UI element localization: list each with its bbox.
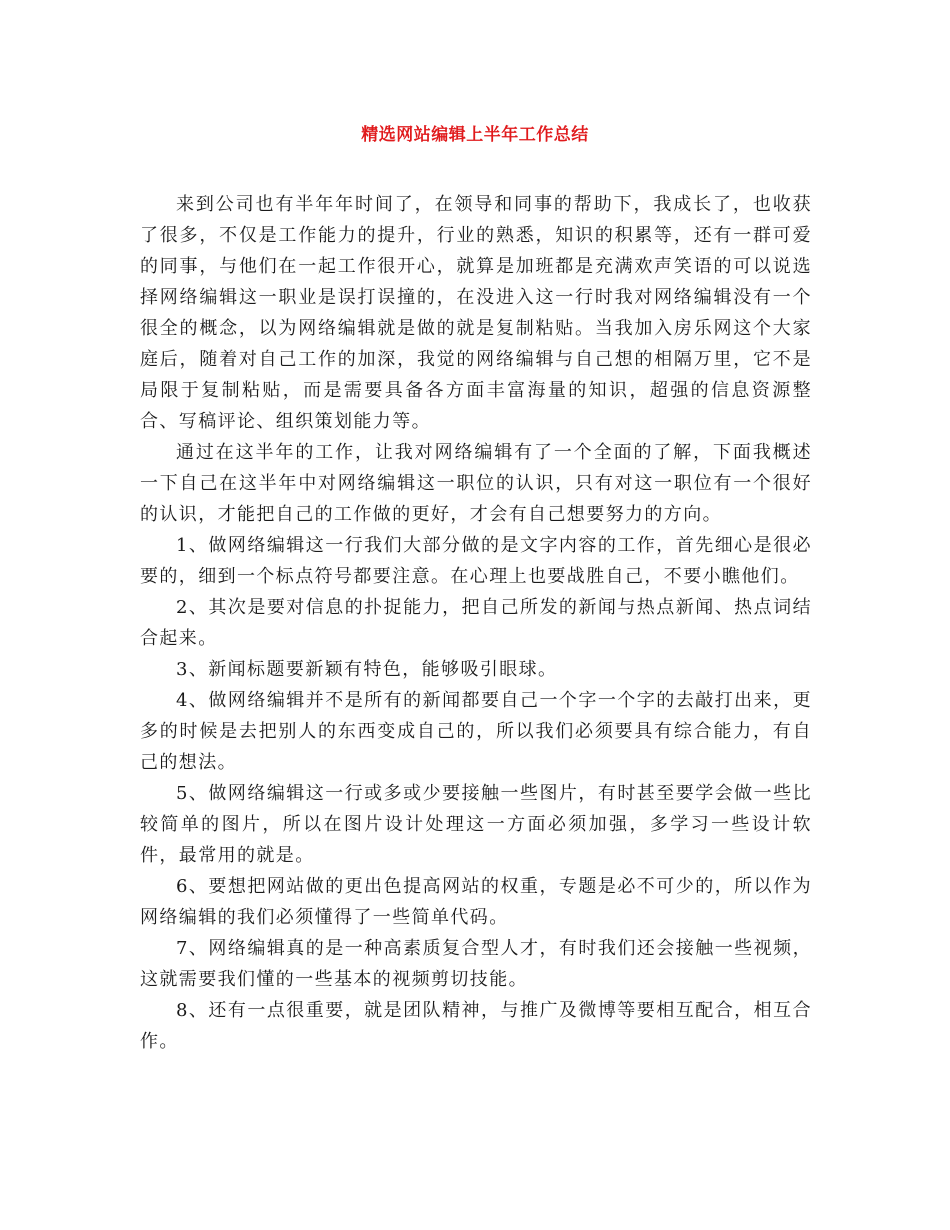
paragraph-point-1: 1、做网络编辑这一行我们大部分做的是文字内容的工作，首先细心是很必要的，细到一个标点符号都要注意。在心理上也要战胜自己，不要小瞧他们。 [140,535,812,587]
paragraph-point-6: 6、要想把网站做的更出色提高网站的权重，专题是必不可少的，所以作为网络编辑的我们必须懂得了一些简单代码。 [140,876,812,928]
paragraph-point-8: 8、还有一点很重要，就是团队精神，与推广及微博等要相互配合，相互合作。 [140,1000,812,1052]
paragraph-point-4: 4、做网络编辑并不是所有的新闻都要自己一个字一个字的去敲打出来，更多的时候是去把别人的东西变成自己的，所以我们必须要具有综合能力，有自己的想法。 [140,690,812,773]
paragraph-point-2: 2、其次是要对信息的扑捉能力，把自己所发的新闻与热点新闻、热点词结合起来。 [140,597,812,649]
paragraph-point-5: 5、做网络编辑这一行或多或少要接触一些图片，有时甚至要学会做一些比较简单的图片，所以在图片设计处理这一方面必须加强，多学习一些设计软件，最常用的就是。 [140,783,812,866]
paragraph-point-7: 7、网络编辑真的是一种高素质复合型人才，有时我们还会接触一些视频，这就需要我们懂的一些基本的视频剪切技能。 [140,938,812,990]
document-body [140,189,812,1057]
paragraph-intro: 来到公司也有半年年时间了，在领导和同事的帮助下，我成长了，也收获了很多，不仅是工作能力的提升，行业的熟悉，知识的积累等，还有一群可爱的同事，与他们在一起工作很开心，就算是加班都是充满欢声笑语的可以说选择网络编辑这一职业是误打误撞的，在没进入这一行时我对网络编辑没有一个很全的概念，以为网络编辑就是做的就是复制粘贴。当我加入房乐网这个大家庭后，随着对自己工作的加深，我觉的网络编辑与自己想的相隔万里，它不是局限于复制粘贴，而是需要具备各方面丰富海量的知识，超强的信息资源整合、写稿评论、组织策划能力等。 [140,194,812,432]
document-title: 精选网站编辑上半年工作总结 [361,125,589,145]
paragraph-point-3: 3、新闻标题要新颖有特色，能够吸引眼球。 [176,659,558,680]
paragraph-overview: 通过在这半年的工作，让我对网络编辑有了一个全面的了解，下面我概述一下自己在这半年中对网络编辑这一职位的认识，只有对这一职位有一个很好的认识，才能把自己的工作做的更好，才会有自己想要努力的方向。 [140,442,812,525]
